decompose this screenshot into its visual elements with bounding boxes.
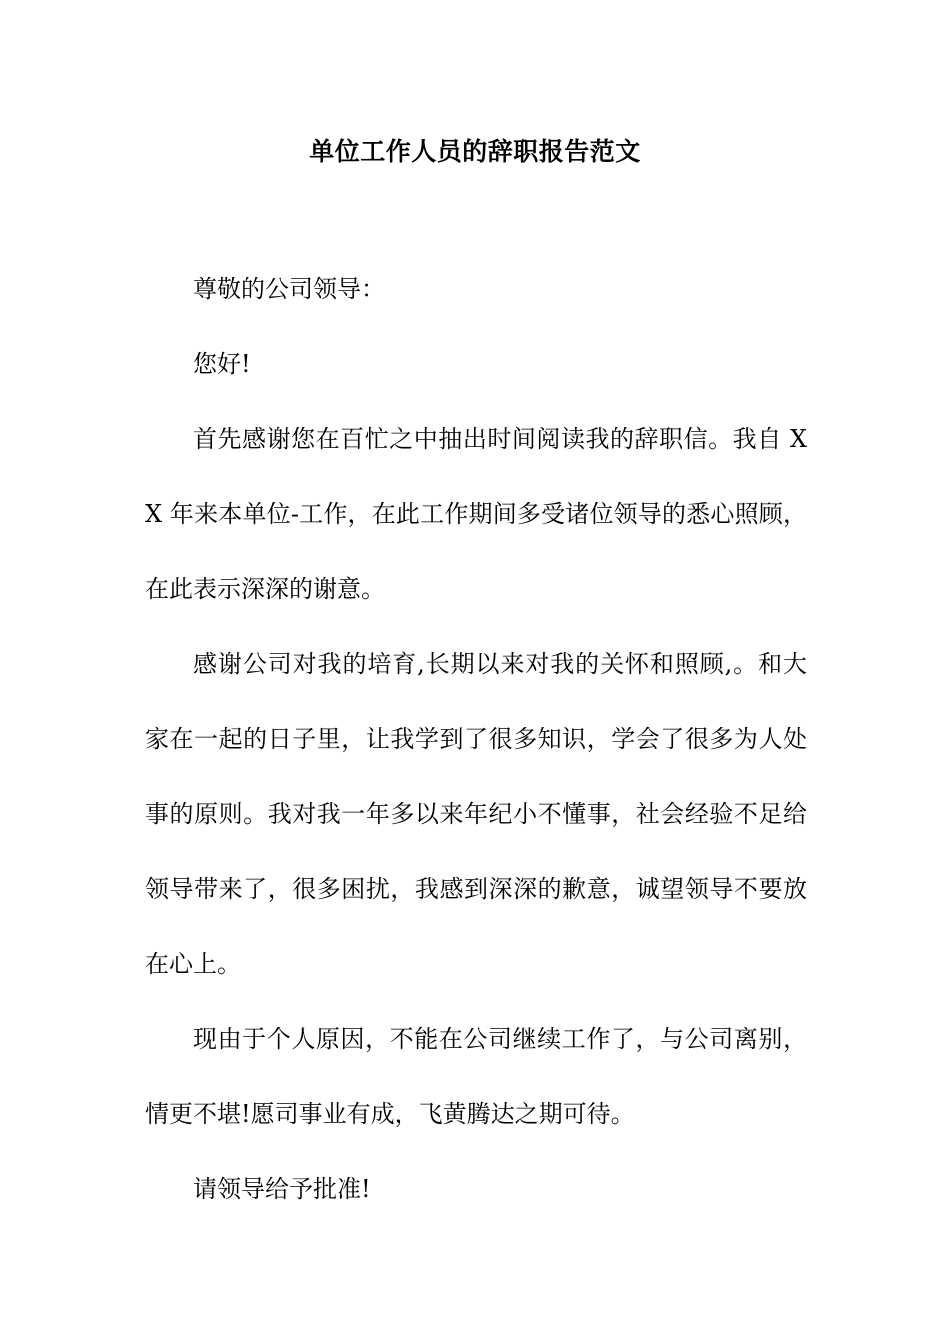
document-title: 单位工作人员的辞职报告范文 (309, 137, 641, 166)
body-paragraph-thanks: 首先感谢您在百忙之中抽出时间阅读我的辞职信。我自 XX 年来本单位-工作，在此工作期间多受诸位领导的悉心照顾，在此表示深深的谢意。 (145, 425, 807, 603)
body-paragraph-gratitude: 感谢公司对我的培育,长期以来对我的关怀和照顾,。和大家在一起的日子里，让我学到了很多知识，学会了很多为人处事的原则。我对我一年多以来年纪小不懂事，社会经验不足给领导带来了，很多困扰，我感到深深的歉意，诚望领导不要放在心上。 (145, 650, 807, 978)
closing-request: 请领导给予批准! (193, 1175, 371, 1203)
salutation: 尊敬的公司领导： (193, 275, 385, 303)
document-body (145, 252, 807, 1227)
body-paragraph-reason: 现由于个人原因，不能在公司继续工作了，与公司离别，情更不堪!愿司事业有成，飞黄腾达之期可待。 (145, 1025, 807, 1128)
greeting: 您好! (193, 350, 251, 378)
